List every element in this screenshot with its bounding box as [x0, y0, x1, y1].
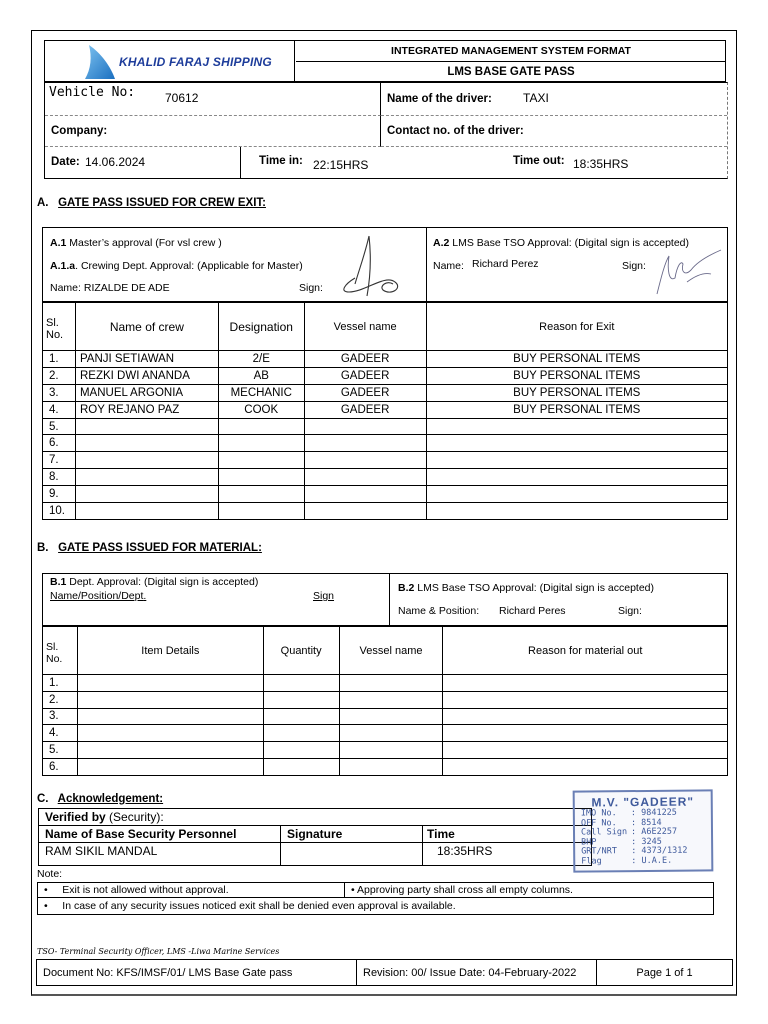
reason-header: Reason for Exit [426, 303, 727, 351]
crew-name: REZKI DWI ANANDA [75, 367, 218, 384]
b2-name-label: Name & Position: [398, 605, 480, 617]
acknowledgement-box [38, 808, 592, 866]
crew-designation: AB [218, 367, 304, 384]
a1-name-value: RIZALDE DE ADE [83, 282, 170, 294]
material-reason-header: Reason for material out [443, 627, 728, 675]
material-vessel [339, 691, 443, 708]
material-quantity [263, 758, 339, 775]
material-quantity [263, 725, 339, 742]
time-header: Time [423, 826, 591, 843]
material-item [77, 758, 263, 775]
crew-reason [426, 418, 727, 435]
crew-designation: COOK [218, 401, 304, 418]
material-sl: 4. [43, 725, 78, 742]
crew-name [75, 452, 218, 469]
crew-reason [426, 469, 727, 486]
stamp-value: : 3245 [631, 836, 662, 847]
material-reason [443, 708, 728, 725]
crew-name: PANJI SETIAWAN [75, 351, 218, 368]
footer-revision: Revision: 00/ Issue Date: 04-February-2022 [357, 960, 597, 986]
crew-sl: 5. [43, 418, 76, 435]
material-sl: 6. [43, 758, 78, 775]
crew-designation [218, 469, 304, 486]
a1-approval-cell [43, 228, 427, 301]
crew-reason: BUY PERSONAL ITEMS [426, 401, 727, 418]
material-sl: 3. [43, 708, 78, 725]
stamp-value: : A6E2257 [630, 826, 678, 838]
a2-text: LMS Base TSO Approval: (Digital sign is accepted) [449, 237, 690, 249]
b1-name-label: Name/Position/Dept. [50, 590, 147, 602]
time-out-value: 18:35HRS [573, 157, 629, 171]
footer-page: Page 1 of 1 [597, 960, 733, 986]
material-reason [443, 675, 728, 692]
material-item [77, 691, 263, 708]
material-reason [443, 691, 728, 708]
a1-sign-label: Sign: [299, 282, 323, 294]
footer-table [36, 959, 733, 986]
crew-name [75, 469, 218, 486]
material-sl: 1. [43, 675, 78, 692]
crew-row [43, 435, 728, 452]
a1-name-line [50, 282, 170, 294]
a1-text: Master’s approval (For vsl crew ) [66, 237, 222, 249]
crew-row [43, 401, 728, 418]
crew-reason [426, 486, 727, 503]
material-vessel-header: Vessel name [339, 627, 443, 675]
note-row-1 [37, 882, 714, 898]
crew-table [42, 302, 728, 520]
material-row [43, 708, 728, 725]
section-a-heading [37, 197, 266, 209]
tso-signature-icon [647, 242, 727, 300]
logo-area [45, 41, 295, 82]
driver-label: Name of the driver: [387, 93, 492, 105]
crew-vessel [304, 486, 426, 503]
crew-name: MANUEL ARGONIA [75, 384, 218, 401]
crew-name [75, 503, 218, 520]
crew-vessel [304, 503, 426, 520]
date-cell [45, 147, 241, 178]
crew-name [75, 486, 218, 503]
quantity-header: Quantity [263, 627, 339, 675]
format-title: INTEGRATED MANAGEMENT SYSTEM FORMAT [296, 41, 726, 62]
material-table-header [43, 627, 728, 675]
b2-text: LMS Base TSO Approval: (Digital sign is accepted) [414, 582, 655, 594]
a1a-line [50, 260, 303, 272]
section-c-heading [37, 793, 163, 805]
footer-doc-no: Document No: KFS/IMSF/01/ LMS Base Gate pass [37, 960, 357, 986]
material-vessel [339, 758, 443, 775]
time-in-value: 22:15HRS [313, 158, 369, 172]
material-quantity [263, 691, 339, 708]
material-quantity [263, 675, 339, 692]
crew-reason: BUY PERSONAL ITEMS [426, 351, 727, 368]
verified-by-label: Verified by [45, 810, 106, 824]
crew-vessel [304, 418, 426, 435]
crew-sl: 1. [43, 351, 76, 368]
crew-reason [426, 503, 727, 520]
material-table [42, 626, 728, 776]
master-signature-icon [325, 234, 415, 300]
time-in-cell [241, 147, 511, 178]
section-b-title: GATE PASS ISSUED FOR MATERIAL: [58, 542, 262, 554]
stamp-key: GRT/NRT [581, 846, 618, 857]
material-sl-header-text: Sl. [46, 641, 59, 653]
sl-header-text: Sl. [46, 317, 59, 329]
section-a-title: GATE PASS ISSUED FOR CREW EXIT: [58, 197, 266, 209]
material-sl-header [43, 627, 78, 675]
b2-code: B.2 [398, 582, 415, 594]
note-2-text: Approving party shall cross all empty columns. [357, 884, 573, 896]
material-no-header-text: No. [46, 653, 63, 665]
crew-reason [426, 452, 727, 469]
crew-designation [218, 486, 304, 503]
shark-fin-logo-icon [83, 43, 119, 81]
driver-value: TAXI [523, 91, 549, 105]
section-b-heading [37, 542, 262, 554]
crew-sl: 6. [43, 435, 76, 452]
crew-row [43, 418, 728, 435]
section-b-prefix: B. [37, 542, 49, 554]
contact-cell [381, 116, 727, 147]
crew-sl: 7. [43, 452, 76, 469]
crew-name: ROY REJANO PAZ [75, 401, 218, 418]
verified-by-rest: (Security): [105, 810, 164, 824]
stamp-key: OFF No. [580, 817, 617, 829]
vehicle-cell [45, 83, 381, 116]
time-out-label: Time out: [513, 155, 565, 167]
material-item [77, 708, 263, 725]
stamp-key: BHP [581, 836, 597, 848]
vehicle-info-block [44, 82, 728, 179]
a1a-code: A.1.a [50, 260, 76, 272]
crew-vessel: GADEER [304, 401, 426, 418]
a2-code: A.2 [433, 237, 450, 249]
doc-title: LMS BASE GATE PASS [447, 66, 575, 78]
crew-row [43, 452, 728, 469]
crew-vessel [304, 452, 426, 469]
b2-sign-label: Sign: [618, 605, 642, 617]
material-item [77, 675, 263, 692]
material-approval-box [42, 573, 728, 626]
crew-vessel: GADEER [304, 367, 426, 384]
material-sl: 2. [43, 691, 78, 708]
time-in-label: Time in: [259, 155, 303, 167]
crew-row [43, 367, 728, 384]
material-item [77, 742, 263, 759]
b1-code: B.1 [50, 576, 67, 588]
material-vessel [339, 675, 443, 692]
material-reason [443, 742, 728, 759]
personnel-name-header: Name of Base Security Personnel [39, 826, 281, 843]
material-item [77, 725, 263, 742]
crew-designation [218, 418, 304, 435]
a2-approval-cell [427, 228, 727, 301]
crew-designation: MECHANIC [218, 384, 304, 401]
crew-sl: 2. [43, 367, 76, 384]
crew-designation [218, 435, 304, 452]
item-details-header: Item Details [77, 627, 263, 675]
crew-designation [218, 452, 304, 469]
a2-name-value: Richard Perez [472, 258, 539, 270]
crew-sl: 4. [43, 401, 76, 418]
b2-approval-cell [390, 574, 727, 625]
crew-row [43, 486, 728, 503]
crew-vessel [304, 469, 426, 486]
b1-text: Dept. Approval: (Digital sign is accepted) [66, 576, 259, 588]
b1-sign-label: Sign [313, 590, 335, 602]
material-quantity [263, 742, 339, 759]
crew-designation: 2/E [218, 351, 304, 368]
stamp-key: Call Sign [580, 827, 628, 838]
crew-reason: BUY PERSONAL ITEMS [426, 367, 727, 384]
company-label: Company: [51, 125, 108, 137]
time-value: 18:35HRS [437, 844, 493, 858]
note-label: Note: [37, 868, 63, 880]
stamp-value: : 9841225 [630, 807, 677, 819]
designation-header: Designation [218, 303, 304, 351]
stamp-key: Flag [581, 855, 602, 867]
date-value: 14.06.2024 [85, 155, 146, 169]
stamp-value: : 4373/1312 [631, 845, 688, 857]
crew-designation [218, 503, 304, 520]
date-label: Date: [51, 156, 80, 168]
a1a-text: . Crewing Dept. Approval: (Applicable for Master) [75, 260, 303, 272]
stamp-value: : U.A.E. [631, 855, 673, 866]
contact-label: Contact no. of the driver: [387, 125, 524, 137]
crew-approval-box [42, 227, 728, 302]
stamp-row [581, 856, 705, 867]
note-1-text: Exit is not allowed without approval. [62, 884, 229, 896]
crew-vessel: GADEER [304, 384, 426, 401]
material-vessel [339, 708, 443, 725]
crew-table-header [43, 303, 728, 351]
driver-cell [381, 83, 727, 116]
crew-name [75, 418, 218, 435]
crew-vessel [304, 435, 426, 452]
note-3-text: In case of any security issues noticed exit shall be denied even approval is available. [62, 900, 456, 912]
a1-line [50, 237, 222, 249]
crew-sl: 8. [43, 469, 76, 486]
section-a-prefix: A. [37, 197, 49, 209]
crew-reason [426, 435, 727, 452]
material-row [43, 725, 728, 742]
crew-sl: 3. [43, 384, 76, 401]
material-row [43, 758, 728, 775]
vehicle-value: 70612 [165, 91, 199, 105]
time-out-cell [511, 147, 727, 178]
material-quantity [263, 708, 339, 725]
material-reason [443, 758, 728, 775]
crew-name-header: Name of crew [75, 303, 218, 351]
header-box [44, 40, 726, 82]
verified-by-row [39, 809, 591, 826]
a2-sign-label: Sign: [622, 260, 646, 272]
note-1-bullet: • [44, 884, 48, 896]
b1-approval-cell [43, 574, 390, 625]
crew-sl: 10. [43, 503, 76, 520]
sl-header [43, 303, 76, 351]
vessel-header: Vessel name [304, 303, 426, 351]
crew-vessel: GADEER [304, 351, 426, 368]
section-c-prefix: C. [37, 793, 49, 805]
note-2 [345, 883, 713, 897]
material-reason [443, 725, 728, 742]
vessel-stamp [573, 789, 714, 872]
vehicle-label: Vehicle No: [49, 85, 136, 100]
no-header-text: No. [46, 329, 64, 341]
a1-code: A.1 [50, 237, 67, 249]
note-2-bullet: • [351, 884, 355, 896]
note-3-bullet: • [44, 900, 48, 912]
abbreviations: TSO- Terminal Security Officer, LMS -Liwa Marine Services [37, 947, 280, 956]
company-cell [45, 116, 381, 147]
crew-reason: BUY PERSONAL ITEMS [426, 384, 727, 401]
crew-row [43, 503, 728, 520]
b1-line [50, 576, 258, 588]
b1-name-label-text: Name/Position/Dept [50, 590, 144, 602]
b2-name-value: Richard Peres [499, 605, 566, 617]
material-row [43, 742, 728, 759]
crew-row [43, 384, 728, 401]
material-vessel [339, 725, 443, 742]
note-row-2 [37, 898, 714, 915]
company-logo-text: KHALID FARAJ SHIPPING [119, 55, 272, 69]
crew-row [43, 351, 728, 368]
b2-line [398, 582, 654, 594]
personnel-name-value: RAM SIKIL MANDAL [39, 843, 281, 865]
signature-header: Signature [281, 826, 423, 843]
section-c-title: Acknowledgement: [57, 793, 164, 805]
note-1 [38, 883, 345, 897]
crew-name [75, 435, 218, 452]
stamp-value: : 8514 [630, 817, 662, 828]
a1-name-label: Name: [50, 282, 81, 294]
material-sl: 5. [43, 742, 78, 759]
a2-name-label: Name: [433, 260, 464, 272]
crew-sl: 9. [43, 486, 76, 503]
stamp-key: IMO No. [580, 808, 617, 819]
material-vessel [339, 742, 443, 759]
material-row [43, 675, 728, 692]
stamp-title: M.V. "GADEER" [591, 794, 695, 810]
material-row [43, 691, 728, 708]
crew-row [43, 469, 728, 486]
signature-value [281, 843, 423, 865]
